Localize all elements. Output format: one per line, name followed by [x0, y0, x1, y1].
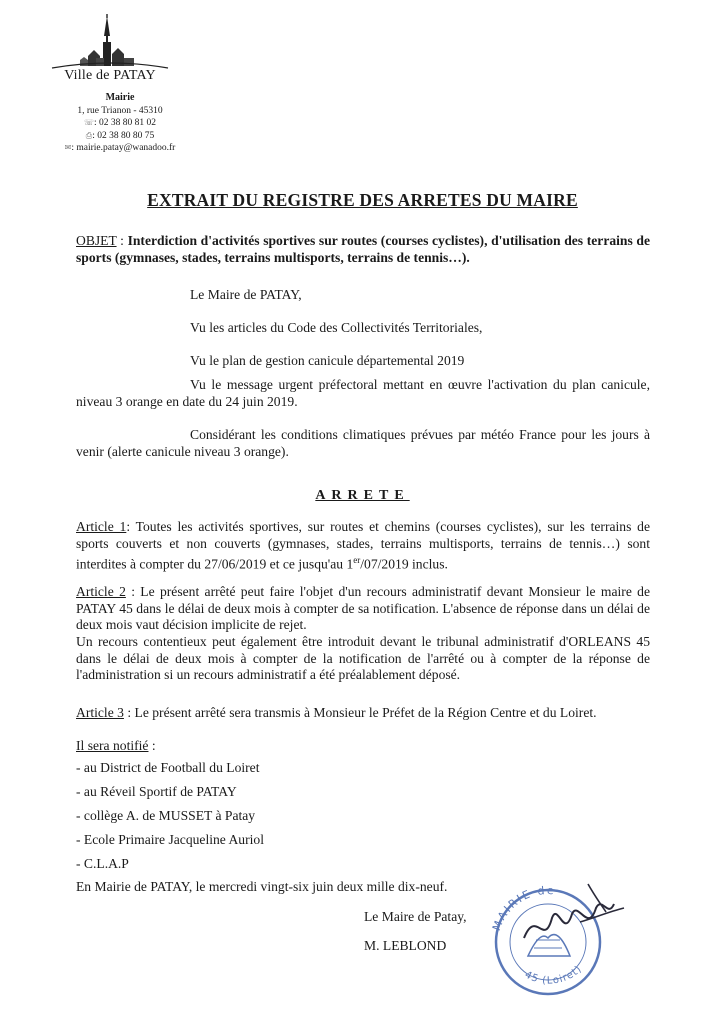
- letterhead: [30, 14, 190, 84]
- phone: : 02 38 80 81 02: [94, 118, 157, 128]
- fax-icon: ⎙: [85, 130, 93, 140]
- address: 1, rue Trianon - 45310: [77, 105, 163, 116]
- article-1-label: Article 1: [76, 519, 127, 534]
- objet-separator: :: [116, 233, 128, 248]
- email: : mairie.patay@wanadoo.fr: [71, 143, 176, 153]
- svg-text:45 (Loiret): [523, 964, 585, 987]
- article-2: [76, 584, 650, 634]
- maire-line: Le Maire de PATAY,: [190, 287, 302, 302]
- vu-plan: Vu le plan de gestion canicule départemental 2019: [190, 353, 465, 368]
- notifie-item: - Ecole Primaire Jacqueline Auriol: [76, 832, 264, 847]
- official-stamp-icon: [484, 878, 634, 998]
- article-3-text: : Le présent arrêté sera transmis à Monsieur le Préfet de la Région Centre et du Loiret.: [123, 705, 597, 720]
- document-title: EXTRAIT DU REGISTRE DES ARRETES DU MAIRE: [147, 190, 578, 210]
- closing-line: En Mairie de PATAY, le mercredi vingt-six juin deux mille dix-neuf.: [76, 879, 448, 894]
- svg-text:MAIRIE de: [490, 884, 556, 933]
- phone-icon: ☏: [83, 118, 94, 127]
- article-1-sup: er: [353, 555, 361, 565]
- email-line: [40, 142, 200, 155]
- notifie-sep: :: [148, 738, 156, 753]
- article-3: [76, 705, 666, 722]
- fax-line: [40, 130, 200, 143]
- vu-code: Vu les articles du Code des Collectivités Territoriales,: [190, 320, 483, 335]
- article-2-label: Article 2: [76, 584, 126, 599]
- stamp-bottom-text: 45 (Loiret): [522, 963, 585, 987]
- email-icon: ✉: [64, 143, 72, 152]
- signature-title: Le Maire de Patay,: [364, 909, 467, 924]
- vu-message: Vu le message urgent préfectoral mettant en œuvre l'activation du plan canicule, niveau 3 orange en date du 24 juin 2019.: [76, 377, 650, 409]
- signature-name: M. LEBLOND: [364, 938, 447, 953]
- fax: : 02 38 80 80 75: [92, 130, 155, 141]
- notifie-item: - au Réveil Sportif de PATAY: [76, 784, 237, 799]
- arrete-heading: ARRETE: [315, 488, 410, 503]
- notifie-heading: Il sera notifié: [76, 738, 149, 753]
- article-1-text: : Toutes les activités sportives, sur routes et chemins (courses cyclistes), sur les terrains de sports couverts et non couverts (gymnases, stades, terrains multisports, terrains de tennis…) sont interdites à compter du 27/06/2019 et ce jusqu'au 1: [76, 519, 650, 572]
- article-1-text-end: /07/2019 inclus.: [360, 556, 448, 572]
- notifie-item: - collège A. de MUSSET à Patay: [76, 808, 256, 823]
- notifie-heading-line: [76, 738, 376, 755]
- contact-block: [40, 92, 200, 155]
- article-2-text: : Le présent arrêté peut faire l'objet d'un recours administratif devant Monsieur le maire de PATAY 45 dans le délai de deux mois à compter de sa notification. L'absence de réponse dans un délai de deux mois vaut décision implicite de rejet.: [76, 584, 651, 632]
- town-logo-icon: [50, 14, 170, 70]
- article-1: [76, 519, 650, 573]
- stamp-top-text: MAIRIE de: [489, 883, 557, 933]
- article-2-recours: Un recours contentieux peut également être introduit devant le tribunal administratif d'ORLEANS 45 dans le délai de deux mois à compter de la notification de l'arrêté ou à compter de la réponse de l'administration si un recours administratif a été préalablement déposé.: [76, 634, 650, 682]
- notifie-item: - C.L.A.P: [76, 856, 129, 871]
- objet-paragraph: [76, 233, 650, 266]
- mairie-label: Mairie: [105, 92, 135, 103]
- notifie-item: - au District de Football du Loiret: [76, 760, 260, 775]
- objet-text: Interdiction d'activités sportives sur routes (courses cyclistes), d'utilisation des terrains de sports (gymnases, stades, terrains multisports, terrains de tennis…).: [76, 233, 650, 265]
- town-name: Ville de PATAY: [64, 68, 156, 83]
- phone-line: [40, 117, 200, 130]
- considerant: Considérant les conditions climatiques prévues par météo France pour les jours à venir (alerte canicule niveau 3 orange).: [76, 427, 650, 459]
- objet-label: OBJET: [76, 233, 117, 248]
- article-3-label: Article 3: [76, 705, 124, 720]
